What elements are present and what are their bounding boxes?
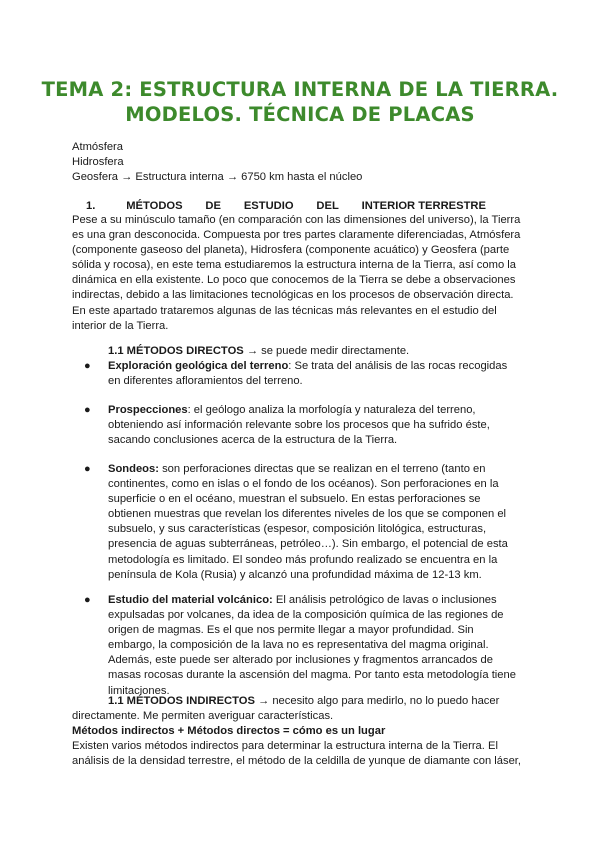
list-item-exploracion [108, 359, 520, 389]
bullet-icon: ● [84, 594, 91, 606]
page-title-line-1: TEMA 2: ESTRUCTURA INTERNA DE LA TIERRA. [41, 78, 559, 101]
list-item-sondeos [108, 462, 520, 583]
direct-methods-title: 1.1 MÉTODOS DIRECTOS [108, 345, 244, 357]
list-item-text: son perforaciones directas que se realizan en el terreno (tanto en continentes, como en islas o el fondo de los océanos). Son perforaciones en la superficie o en el océano, muestran el subsuelo. En estas perforaciones se obtienen muestras que revelan los diferentes niveles de los que se componen el subsuelo, y sus características (espesor, composición litológica, estructuras, presencia de aguas subterráneas, petróleo…). Sin embargo, el potencial de esta metodología es limitado. El sondeo más profundo realizado se encuentra en la península de Kola (Rusia) y alcanzó una profundidad máxima de 12-13 km. [108, 463, 508, 581]
list-item-term: Sondeos: [108, 463, 159, 475]
direct-methods-subtitle: → se puede medir directamente. [243, 345, 410, 357]
bullet-icon: ● [84, 463, 91, 475]
list-item-term: Estudio del material volcánico: [108, 594, 273, 606]
page-title-line-2: MODELOS. TÉCNICA DE PLACAS [125, 103, 475, 126]
section-1-heading [86, 199, 486, 214]
list-item-text: : Se trata del análisis de las rocas recogidas en diferentes afloramientos del terreno. [108, 360, 508, 388]
list-item-text: : el geólogo analiza la morfología y naturaleza del terreno, obteniendo así información relevante sobre los procesos que ha sufrido éste, sacando conclusiones acerca de la estructura de la Tierra. [108, 404, 490, 447]
indirect-methods-heading-cont: directamente. Me permiten averiguar características. [72, 710, 334, 722]
section-1-word-1: MÉTODOS [126, 200, 183, 212]
indirect-methods-heading [108, 694, 499, 709]
section-1-word-3: ESTUDIO [243, 200, 294, 212]
indirect-methods-title: 1.1 MÉTODOS INDIRECTOS [108, 695, 255, 707]
section-1-word-2: DE [205, 200, 221, 212]
bullet-icon: ● [84, 360, 91, 372]
intro-hidrosfera: Hidrosfera [72, 156, 124, 168]
methods-summary: Métodos indirectos + Métodos directos = cómo es un lugar [72, 725, 386, 737]
section-1-word-4: DEL [316, 200, 339, 212]
section-1-word-5: INTERIOR TERRESTRE [361, 200, 486, 212]
section-1-body: Pese a su minúsculo tamaño (en comparación con las dimensiones del universo), la Tierra es una gran desconocida. Compuesta por tres partes claramente diferenciadas, Atmósfera (componente gaseoso del planeta), Hidrosfera (componente acuático) y Geosfera (parte sólida y rocosa), en este tema estudiaremos la estructura interna de la Tierra, así como la dinámica en ella existente. Lo poco que conocemos de la Tierra se debe a observaciones indirectas, debido a las limitaciones tecnológicas en los procesos de observación directa. En este apartado trataremos algunas de las técnicas más relevantes en el estudio del interior de la Tierra. [72, 214, 521, 332]
indirect-methods-body: Existen varios métodos indirectos para determinar la estructura interna de la Tierra. El análisis de la densidad terrestre, el método de la celdilla de yunque de diamante con láser, [72, 740, 522, 768]
list-item-prospecciones [108, 403, 520, 448]
intro-atmosfera: Atmósfera [72, 141, 123, 153]
bullet-icon: ● [84, 404, 91, 416]
section-1-number: 1. [86, 200, 96, 212]
list-item-term: Prospecciones [108, 404, 188, 416]
indirect-methods-subtitle: → necesito algo para medirlo, no lo puedo hacer [254, 695, 500, 707]
direct-methods-heading [108, 344, 409, 359]
list-item-term: Exploración geológica del terreno [108, 360, 289, 372]
list-item-text: El análisis petrológico de lavas o inclusiones expulsadas por volcanes, da idea de la composición química de las regiones de origen de magmas. Es el que nos permite llegar a mayor profundidad. Sin embargo, la composición de la lava no es representativa del magma original. Además, este puede ser alterado por inclusiones y fragmentos arrancados de masas rocosas durante la ascensión del magma. Por tanto esta metodología tiene limitaciones. [108, 594, 516, 697]
list-item-material-volcanico [108, 593, 520, 699]
intro-geosfera: Geosfera → Estructura interna → 6750 km hasta el núcleo [72, 171, 363, 183]
